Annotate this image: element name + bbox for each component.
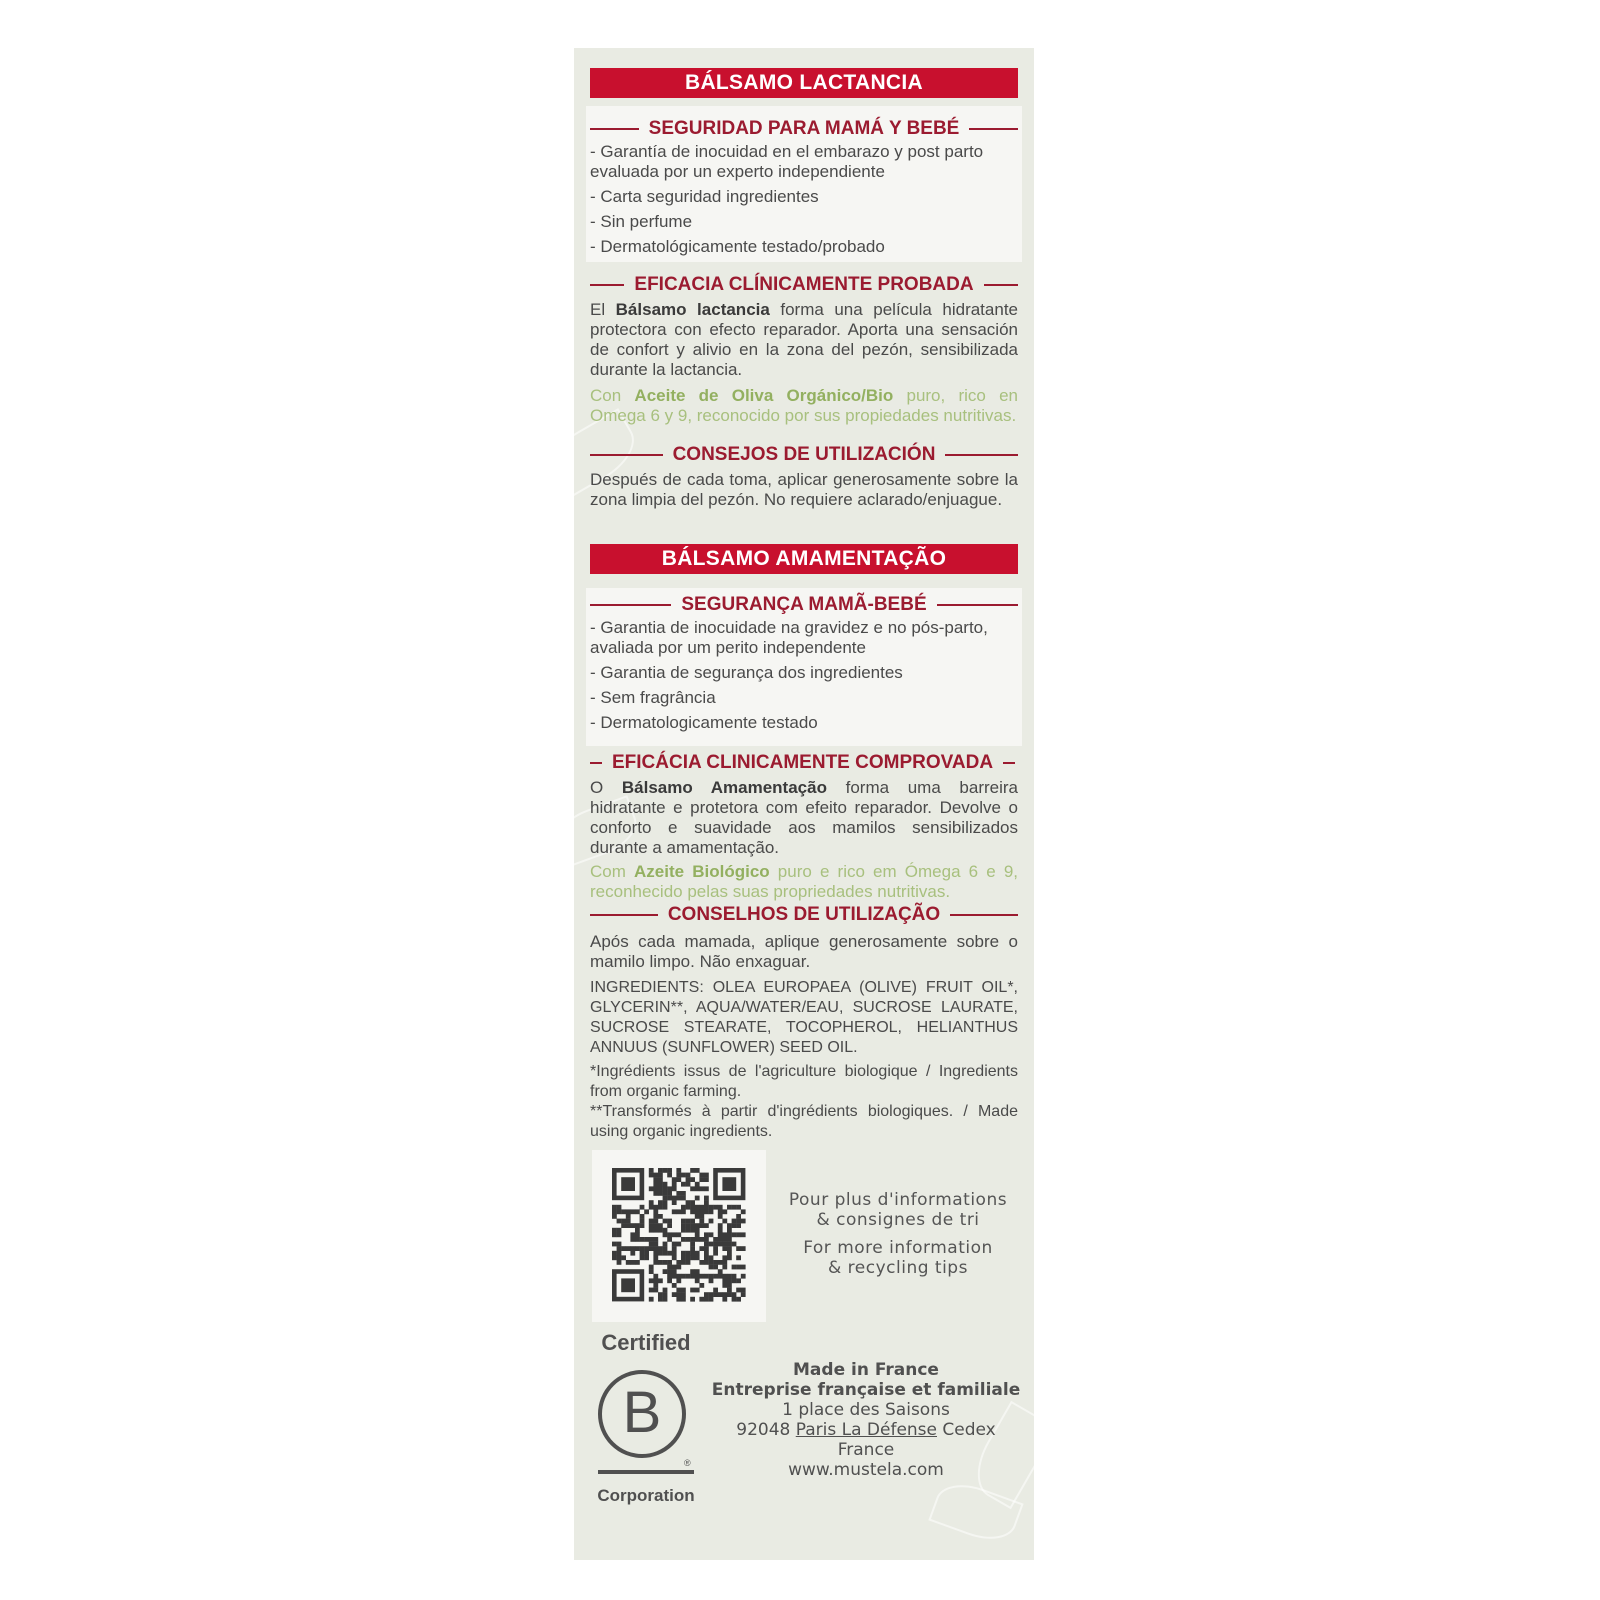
- bcorp-logo: [590, 1330, 702, 1520]
- list-item: - Dermatológicamente testado/probado: [590, 237, 885, 256]
- bcorp-certified-text: Certified: [601, 1330, 691, 1355]
- address-street: 1 place des Saisons: [782, 1400, 950, 1420]
- list-item: - Dermatologicamente testado: [590, 713, 818, 732]
- made-in-france: Made in France: [793, 1360, 939, 1380]
- bcorp-corporation-text: Corporation: [597, 1486, 695, 1505]
- pt-safety-heading: SEGURANÇA MAMÃ-BEBÉ: [590, 594, 1018, 616]
- es-efficacy-heading: EFICACIA CLÍNICAMENTE PROBADA: [590, 274, 1018, 296]
- ingredients-text: INGREDIENTS: OLEA EUROPAEA (OLIVE) FRUIT OIL*, GLYCERIN**, AQUA/WATER/EAU, SUCROSE LAURATE, SUCROSE STEARATE, TOCOPHEROL, HELIANTHUS ANNUUS (SUNFLOWER) SEED OIL.: [590, 979, 1018, 1056]
- list-item: - Garantia de segurança dos ingredientes: [590, 663, 903, 682]
- es-safety-list: [590, 142, 1018, 262]
- pt-olive-text: Com Azeite Biológico puro e rico em Ómega 6 e 9, reconhecido pelas suas propriedades nutritivas.: [590, 862, 1019, 901]
- list-item: - Garantía de inocuidad en el embarazo y post parto evaluada por un experto independiente: [590, 142, 984, 181]
- list-item: - Garantia de inocuidade na gravidez e no pós-parto, avaliada por um perito independente: [590, 618, 988, 657]
- list-item: - Sem fragrância: [590, 688, 716, 707]
- footnote-transformed: **Transformés à partir d'ingrédients biologiques. / Made using organic ingredients.: [590, 1103, 1018, 1140]
- pt-usage-heading: CONSELHOS DE UTILIZAÇÃO: [590, 904, 1018, 926]
- website-link: www.mustela.com: [788, 1460, 944, 1480]
- es-efficacy-text: El Bálsamo lactancia forma una película hidratante protectora con efecto reparador. Aporta una sensación de confort y alivio en la zona del pezón, sensibilizada durante la lactancia.: [590, 300, 1018, 379]
- qr-code: [592, 1150, 766, 1322]
- es-safety-heading: SEGURIDAD PARA MAMÁ Y BEBÉ: [590, 118, 1018, 140]
- es-olive-text: Con Aceite de Oliva Orgánico/Bio puro, rico en Omega 6 y 9, reconocido por sus propiedades nutritivas.: [590, 386, 1018, 425]
- manufacturer-address: [704, 1360, 1028, 1480]
- bcorp-registered-mark: ®: [684, 1458, 691, 1468]
- address-country: France: [837, 1440, 895, 1460]
- address-city: 92048 Paris La Défense Cedex: [736, 1420, 996, 1440]
- pt-product-banner: BÁLSAMO AMAMENTAÇÃO: [590, 544, 1018, 574]
- product-label-panel: [574, 48, 1034, 1560]
- es-product-banner: BÁLSAMO LACTANCIA: [590, 68, 1018, 98]
- footnote-organic: *Ingrédients issus de l'agriculture biologique / Ingredients from organic farming.: [590, 1063, 1018, 1100]
- qr-code-graphic: [592, 1150, 766, 1322]
- pt-safety-list: [590, 618, 1018, 738]
- list-item: - Carta seguridad ingredientes: [590, 187, 819, 206]
- recycling-en: For more information & recycling tips: [803, 1238, 993, 1278]
- pt-usage-text: Após cada mamada, aplique generosamente sobre o mamilo limpo. Não enxaguar.: [590, 932, 1018, 971]
- es-usage-text: Después de cada toma, aplicar generosamente sobre la zona limpia del pezón. No requiere aclarado/enjuague.: [590, 470, 1018, 509]
- es-usage-heading: CONSEJOS DE UTILIZACIÓN: [590, 444, 1018, 466]
- bcorp-letter: B: [622, 1380, 662, 1445]
- pt-efficacy-heading: EFICÁCIA CLINICAMENTE COMPROVADA: [590, 752, 1018, 774]
- list-item: - Sin perfume: [590, 212, 693, 231]
- pt-efficacy-text: O Bálsamo Amamentação forma uma barreira hidratante e protetora com efeito reparador. Devolve o conforto e suavidade aos mamilos sensibilizados durante a amamentação.: [590, 778, 1018, 857]
- company-description: Entreprise française et familiale: [711, 1380, 1021, 1400]
- recycling-fr: Pour plus d'informations & consignes de tri: [788, 1190, 1008, 1230]
